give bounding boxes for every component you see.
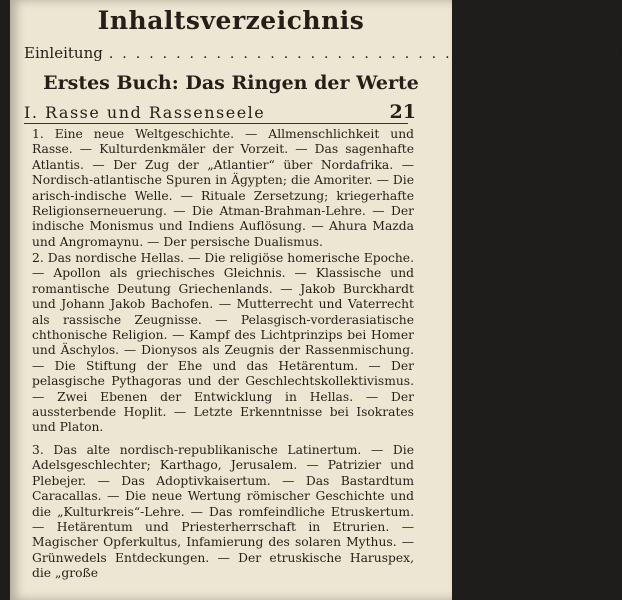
toc-page-number: 1	[612, 44, 622, 62]
book-title: Erstes Buch: Das Ringen der Werte	[43, 72, 419, 94]
toc-heading: Inhaltsverzeichnis	[97, 6, 365, 35]
chapter-page-number: 21	[389, 101, 416, 123]
dot-leader: .....................................	[108, 46, 607, 62]
section-summary-1: 1. Eine neue Weltgeschichte. — Allmenschlichkeit und Rasse. — Kulturdenkmäler der Vorzeit. — Das sagenhafte Atlantis. — Der Zug der „Atlantier“ über Nordafrika. — Nordisch-atlantische Spuren in Ägypten; die Amoriter. — Die arisch-indische Welle. — Rituale Zersetzung; kriegerhafte Religionserneuerung. — Die Atman-Brahman-Lehre. — Der indische Monismus und Indiens Auflösung. — Ahura Mazda und Angromaynu. — Der persische Dualismus.	[32, 127, 414, 249]
book-page	[10, 0, 622, 600]
section-summary-2: 2. Das nordische Hellas. — Die religiöse homerische Epoche. — Apollon als griechisches Gleichnis. — Klassische und romantische Deutung Griechenlands. — Jakob Burckhardt und Johann Jakob Bachofen. — Mutterrecht und Vaterrecht als rassische Zeugnisse. — Pelasgisch-vorderasiatische chthonische Religion. — Kampf des Lichtprinzips bei Homer und Äschylos. — Dionysos als Zeugnis der Rassenmischung. — Die Stiftung der Ehe und das Hetärentum. — Der pelasgische Pythagoras und der Geschlechtskollektivismus. — Zwei Ebenen der Entwicklung in Hellas. — Der aussterbende Hoplit. — Letzte Erkenntnisse bei Isokrates und Platon.	[32, 251, 414, 435]
section-summary-3: 3. Das alte nordisch-republikanische Latinertum. — Die Adelsgeschlechter; Karthago, Jerusalem. — Patrizier und Plebejer. — Das Adoptivkaisertum. — Das Bastardtum Caracallas. — Die neue Wertung römischer Geschichte und die „Kulturkreis“-Lehre. — Das romfeindliche Etruskertum. — Hetärentum und Priesterherrschaft in Etrurien. — Magischer Opferkultus, Infamierung des solaren Mythus. — Grünwedels Entdeckungen. — Der etruskische Haruspex, die „große	[32, 443, 414, 581]
toc-entry-chapter-1	[24, 101, 416, 123]
chapter-underline	[24, 123, 408, 124]
toc-entry-label: Einleitung	[24, 44, 103, 62]
chapter-label: I. Rasse und Rassenseele	[24, 103, 266, 122]
toc-entry-introduction	[24, 44, 622, 62]
